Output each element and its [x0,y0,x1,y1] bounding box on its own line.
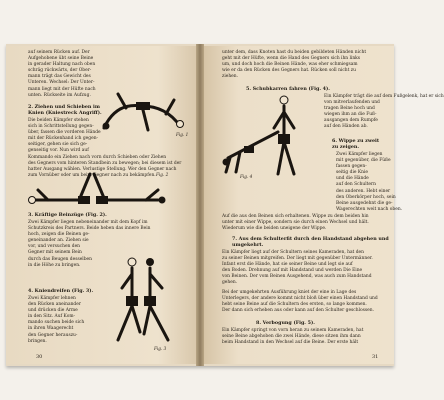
right-top-text: unter dem, dass Knoten hast du beiden gebildeten Händen nicht geht mit der Hüfte, wenn die Hand des Gegners sich ihn links um, und doch hoch die Beinen Hände, was eher schmiegsam wie er da den Rücken des Gegners hat. Rücken soll nicht zu ziehen. [222,50,367,80]
figure-3-back-to-back [98,254,190,344]
right-mid-text: Auf die aus den Beinen sich erhaltenen. Wippe zu dem beiden hin unter mit einer Wippe, sondern sie durch einen Wechsel und hält. Wiederum wie die beiden uneigene der Wippe. [222,214,369,232]
figure-1-caption: Fig. 1 [176,132,189,137]
section-4-heading: 4. Kniendreifen (Fig. 3). [28,288,94,294]
figure-1-bridge [96,92,196,136]
section-6-text: Zwei Kämpfer liegen mit gegenüber, die Füße fassen gegen- seitig die Knie und die Hände auf den Schultern des anderen. Hebt einer den Oberkörper hoch, sein Beine ausgedehnt die ge- Wagerechten weit nach oben. [336,152,403,212]
section-3-text: Zwei Kämpfer liegen nebeneinander mit dem Kopf im Schutzkreis des Partners. Beide heben das innere Bein hoch, zeigen die Beinen ge- geneinander an. Ziehen sie vor, und versuchen den Gegner mit seinem Bein durch das Beugen desselben in die Höhe zu bringen. [28,220,151,268]
section-6-heading: 6. Wippe zu zweit zu zeigen. [332,138,380,150]
section-2-heading: 2. Ziehen und Schieben im Knien (Kniestreck Angriff). [28,104,102,116]
section-8-text: Ein Kämpfer springt von vorn heran zu seinem Kameraden, hat seine Beine abgehoben die zwei Hände, diese sitzen ihm dann beim Handstand in den Wechsel auf die Beine. Der erste hält [222,328,364,346]
left-page-number: 30 [36,354,43,360]
section-3-heading: 3. Kräftige Beinzüge (Fig. 2). [28,212,107,218]
section-5-text: Ein Kämpfer trägt die auf dem Fußgelenk, hat er sich von mitverlaufenden und tragen Beine hoch und wiegen ihm an die Fuß- ausgangen dem Rumpfe auf den Händen ab. [324,94,444,130]
section-8-heading: 8. Verbogung (Fig. 5). [256,320,315,326]
section-4-text: Zwei Kämpfer lehnen den Rücken aneinander und drücken die Arme in den Sitz. Auf Kom- mando suchen beide sich in ihren Waagerecht den Gegner herauszu- bringen. [28,296,85,344]
section-7-text-2: Bei der umgekehrten Ausführung kniet der eine in Lage des Unterlegers, der andere kommt nicht bloß über einen Handstand und hebt seine Beine auf die Schultern des ersten, so lange kommen. Der dann sich erheben aus oder kann auf den Schulter geschlossen. [222,290,378,314]
figure-3-caption: Fig. 3 [154,346,167,351]
section-5-heading: 5. Schubkarren fahren (Fig. 4). [246,86,330,92]
open-book [6,44,444,366]
left-page [6,46,196,364]
section-7-heading: 7. Aus dem Schulterfit durch den Handstand abgehen und umgekehrt. [232,236,389,248]
section-2-text: Die beiden Kämpfer stehen sich in Schrittstellung gegen- über, fassen die vorderen Hände mit der Rückenhand ich gegen- seitiger, gehen sie sich ge- genseitig vor. Nun wird auf Kommando ein Ziehen nach vorn durch Schieben oder Ziehen des Gegners vom hinteren Standbein zu bewegen; bei diesem ist der hatter Ausgang wählen. Verlustige Stellung. Wer den Gegner nach zum Vornüber oder um beim Gegner nach zu bekämpfen. [28,118,182,178]
figure-4-wheelbarrow [218,92,328,178]
figure-4-caption: Fig. 4 [240,174,253,179]
book-gutter [196,44,204,366]
right-page [204,46,444,364]
right-page-number: 31 [372,354,379,360]
left-top-text: auf seinem Rücken auf. Der Aufgehobene übt seine Beine in gerader Haltung nach oben schräg rückwärts, der Ober- mann trägt das Gewicht des Unteren. Wechsel: Der Unter- mann liegt mit der Hüfte nach unten. Rückseite im Aufzug. [28,50,96,98]
section-7-text: Ein Kämpfer liegt auf der Schultern seines Kameraden, hat den zu seiner Beinen mitgreifen. Der liegt mit gegenüber Untermänner. Infant erst die Hände, hat sie seiner Beine und legt sie auf den Boden. Drehnung auf mit Handstand und werden Die Eine von Beinen. Der vom Beinen Ausgehend, was auch zum Handstand gehen. [222,250,373,286]
figure-2-caption: Fig. 2 [156,172,169,177]
